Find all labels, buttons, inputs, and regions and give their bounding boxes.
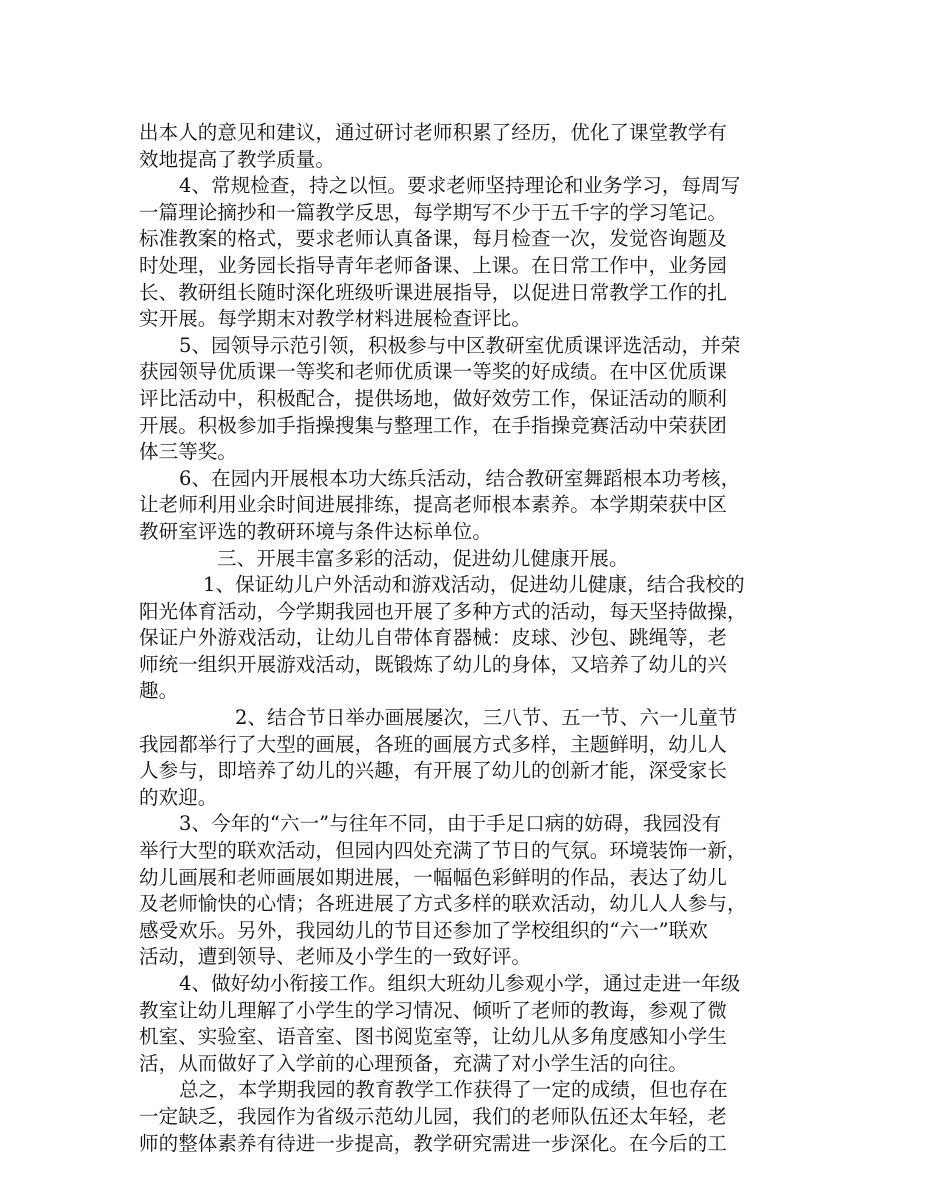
- paragraph-start-line: 1、保证幼儿户外活动和游戏活动，促进幼儿健康，结合我校的: [203, 573, 745, 597]
- paragraph-start-line: 3、今年的“六一”与往年不同，由于手足口病的妨碍，我园没有: [179, 812, 722, 836]
- text-line: 开展。积极参加手指操搜集与整理工作，在手指操竞赛活动中荣获团: [139, 413, 728, 437]
- text-line: 保证户外游戏活动，让幼儿自带体育器械：皮球、沙包、跳绳等，老: [139, 626, 728, 650]
- text-line: 机室、实验室、语音室、图书阅览室等，让幼儿从多角度感知小学生: [139, 1025, 728, 1049]
- paragraph-start-line: 5、园领导示范引领，积极参与中区教研室优质课评选活动，并荣: [179, 333, 741, 357]
- text-line: 阳光体育活动，今学期我园也开展了多种方式的活动，每天坚持做操，: [139, 599, 747, 623]
- text-line: 举行大型的联欢活动，但园内四处充满了节日的气氛。环境装饰一新，: [139, 839, 747, 863]
- paragraph-start-line: 2、结合节日举办画展屡次，三八节、五一节、六一儿童节: [235, 706, 738, 730]
- text-line: 人参与，即培养了幼儿的兴趣，有开展了幼儿的创新才能，深受家长: [139, 759, 728, 783]
- paragraph-start-line: 4、做好幼小衔接工作。组织大班幼儿参观小学，通过走进一年级: [179, 972, 741, 995]
- text-line: 活动，遭到领导、老师及小学生的一致好评。: [139, 945, 532, 969]
- text-line: 趣。: [139, 679, 179, 703]
- text-line: 的欢迎。: [139, 785, 218, 809]
- text-line: 感受欢乐。另外，我园幼儿的节目还参加了学校组织的“六一”联欢: [139, 918, 708, 942]
- text-line: 时处理，业务园长指导青年老师备课、上课。在日常工作中，业务园: [139, 253, 728, 277]
- paragraph-start-line: 4、常规检查，持之以恒。要求老师坚持理论和业务学习，每周写: [179, 174, 741, 198]
- text-line: 体三等奖。: [139, 440, 238, 464]
- text-line: 标准教案的格式，要求老师认真备课，每月检查一次，发觉咨询题及: [139, 227, 728, 251]
- text-line: 活，从而做好了入学前的心理预备，充满了对小学生活的向往。: [139, 1051, 688, 1075]
- text-line: 让老师利用业余时间进展排练，提高老师根本素养。本学期荣获中区: [139, 493, 728, 517]
- text-line: 评比活动中，积极配合，提供场地，做好效劳工作，保证活动的顺利: [139, 386, 728, 410]
- text-line: 实开展。每学期末对教学材料进展检查评比。: [139, 307, 532, 331]
- text-line: 一篇理论摘抄和一篇教学反思，每学期写不少于五千字的学习笔记。: [139, 200, 728, 224]
- text-line: 及老师愉快的心情；各班进展了方式多样的联欢活动，幼儿人人参与，: [139, 892, 747, 916]
- text-line: 长、教研组长随时深化班级听课进展指导，以促进日常教学工作的扎: [139, 280, 728, 304]
- text-line: 出本人的意见和建议，通过研讨老师积累了经历，优化了课堂教学有: [139, 121, 728, 144]
- text-line: 教研室评选的教研环境与条件达标单位。: [139, 519, 492, 543]
- paragraph-start-line: 总之，本学期我园的教育教学工作获得了一定的成绩，但也存在: [179, 1078, 728, 1102]
- text-line: 效地提高了教学质量。: [139, 147, 336, 171]
- text-line: 师的整体素养有待进一步提高，教学研究需进一步深化。在今后的工: [139, 1131, 728, 1155]
- text-line: 一定缺乏，我园作为省级示范幼儿园，我们的老师队伍还太年轻，老: [139, 1104, 728, 1128]
- paragraph-start-line: 6、在园内开展根本功大练兵活动，结合教研室舞蹈根本功考核，: [179, 466, 741, 490]
- document-body: [139, 120, 811, 1157]
- text-line: 幼儿画展和老师画展如期进展，一幅幅色彩鲜明的作品，表达了幼儿: [139, 865, 728, 889]
- section-heading: 三、开展丰富多彩的活动，促进幼儿健康开展。: [217, 546, 629, 570]
- text-line: 获园领导优质课一等奖和老师优质课一等奖的好成绩。在中区优质课: [139, 360, 728, 384]
- text-line: 我园都举行了大型的画展，各班的画展方式多样，主题鲜明，幼儿人: [139, 732, 728, 756]
- text-line: 教室让幼儿理解了小学生的学习情况、倾听了老师的教诲，参观了微: [139, 998, 728, 1022]
- text-line: 师统一组织开展游戏活动，既锻炼了幼儿的身体，又培养了幼儿的兴: [139, 652, 728, 676]
